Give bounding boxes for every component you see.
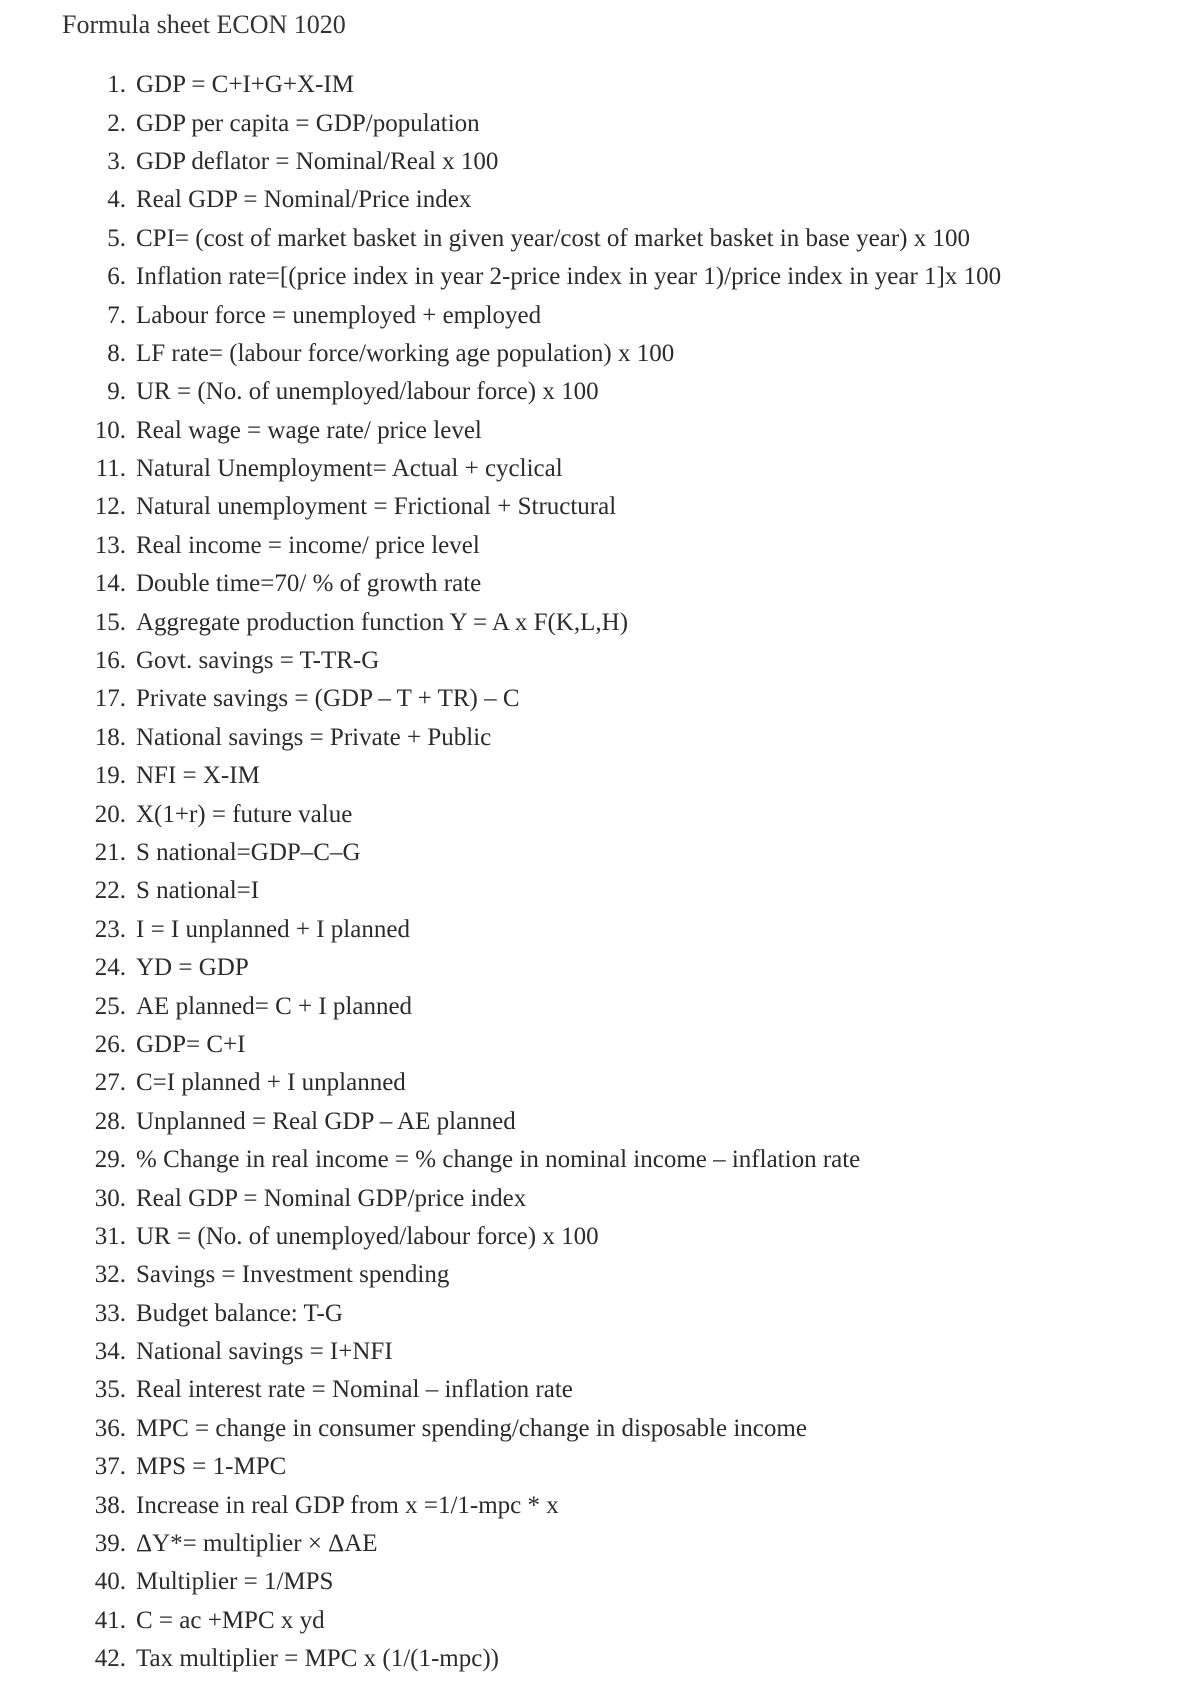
formula-item bbox=[0, 1026, 1200, 1064]
formula-item bbox=[0, 527, 1200, 565]
formula-text: Govt. savings = T-TR-G bbox=[136, 647, 380, 675]
formula-item bbox=[0, 66, 1200, 104]
formula-number: 28. bbox=[94, 1107, 126, 1135]
formula-number: 36. bbox=[94, 1414, 126, 1442]
formula-number: 27. bbox=[94, 1069, 126, 1097]
formula-item bbox=[0, 1141, 1200, 1179]
formula-number: 35. bbox=[94, 1376, 126, 1404]
formula-text: UR = (No. of unemployed/labour force) x 100 bbox=[136, 378, 599, 406]
formula-number: 25. bbox=[94, 992, 126, 1020]
formula-text: Double time=70/ % of growth rate bbox=[136, 570, 482, 598]
formula-text: YD = GDP bbox=[136, 954, 249, 982]
formula-item bbox=[0, 412, 1200, 450]
formula-text: Labour force = unemployed + employed bbox=[136, 301, 542, 329]
formula-text: GDP= C+I bbox=[136, 1030, 246, 1058]
formula-number: 22. bbox=[94, 877, 126, 905]
formula-text: Real interest rate = Nominal – inflation rate bbox=[136, 1376, 573, 1404]
formula-text: Natural Unemployment= Actual + cyclical bbox=[136, 455, 563, 483]
formula-text: UR = (No. of unemployed/labour force) x 100 bbox=[136, 1222, 599, 1250]
formula-number: 5. bbox=[107, 224, 126, 252]
formula-item bbox=[0, 1525, 1200, 1563]
formula-number: 15. bbox=[94, 608, 126, 636]
formula-number: 19. bbox=[94, 762, 126, 790]
formula-item bbox=[0, 719, 1200, 757]
formula-text: GDP = C+I+G+X-IM bbox=[136, 71, 354, 99]
formula-number: 10. bbox=[94, 416, 126, 444]
formula-item bbox=[0, 104, 1200, 142]
formula-text: MPC = change in consumer spending/change in disposable income bbox=[136, 1414, 807, 1442]
formula-item bbox=[0, 1486, 1200, 1524]
formula-text: CPI= (cost of market basket in given year/cost of market basket in base year) x 100 bbox=[136, 224, 970, 252]
formula-number: 39. bbox=[94, 1530, 126, 1558]
formula-text: Inflation rate=[(price index in year 2-price index in year 1)/price index in year 1]x 100 bbox=[136, 263, 1002, 291]
formula-item bbox=[0, 987, 1200, 1025]
formula-item bbox=[0, 603, 1200, 641]
formula-number: 40. bbox=[94, 1568, 126, 1596]
formula-item bbox=[0, 220, 1200, 258]
formula-item bbox=[0, 680, 1200, 718]
formula-item bbox=[0, 1064, 1200, 1102]
formula-number: 30. bbox=[94, 1184, 126, 1212]
formula-number: 38. bbox=[94, 1491, 126, 1519]
formula-item bbox=[0, 1103, 1200, 1141]
formula-text: ΔY*= multiplier × ΔAE bbox=[136, 1530, 378, 1558]
formula-number: 26. bbox=[94, 1030, 126, 1058]
formula-item bbox=[0, 143, 1200, 181]
formula-item bbox=[0, 488, 1200, 526]
formula-item bbox=[0, 1563, 1200, 1601]
formula-item bbox=[0, 1410, 1200, 1448]
formula-text: X(1+r) = future value bbox=[136, 800, 353, 828]
formula-number: 11. bbox=[95, 455, 126, 483]
formula-item bbox=[0, 1179, 1200, 1217]
formula-text: S national=I bbox=[136, 877, 260, 905]
formula-number: 20. bbox=[94, 800, 126, 828]
formula-item bbox=[0, 1295, 1200, 1333]
formula-number: 32. bbox=[94, 1261, 126, 1289]
formula-text: Real wage = wage rate/ price level bbox=[136, 416, 482, 444]
formula-text: I = I unplanned + I planned bbox=[136, 915, 410, 943]
formula-item bbox=[0, 757, 1200, 795]
formula-item bbox=[0, 258, 1200, 296]
formula-text: Natural unemployment = Frictional + Structural bbox=[136, 493, 617, 521]
formula-number: 42. bbox=[94, 1645, 126, 1673]
formula-number: 2. bbox=[107, 109, 126, 137]
formula-number: 33. bbox=[94, 1299, 126, 1327]
formula-item bbox=[0, 450, 1200, 488]
formula-text: GDP per capita = GDP/population bbox=[136, 109, 480, 137]
formula-number: 18. bbox=[94, 723, 126, 751]
formula-number: 29. bbox=[94, 1146, 126, 1174]
formula-text: NFI = X-IM bbox=[136, 762, 260, 790]
formula-text: S national=GDP–C–G bbox=[136, 839, 361, 866]
formula-text: AE planned= C + I planned bbox=[136, 992, 413, 1020]
formula-text: MPS = 1-MPC bbox=[136, 1453, 287, 1481]
formula-item bbox=[0, 181, 1200, 219]
formula-number: 41. bbox=[94, 1606, 126, 1634]
formula-item bbox=[0, 335, 1200, 373]
formula-item bbox=[0, 1256, 1200, 1294]
formula-number: 13. bbox=[94, 531, 126, 559]
formula-item bbox=[0, 373, 1200, 411]
formula-number: 21. bbox=[94, 839, 126, 866]
formula-text: GDP deflator = Nominal/Real x 100 bbox=[136, 147, 499, 175]
formula-text: Real GDP = Nominal GDP/price index bbox=[136, 1184, 527, 1212]
formula-text: LF rate= (labour force/working age population) x 100 bbox=[136, 339, 675, 367]
formula-number: 17. bbox=[94, 685, 126, 713]
formula-text: National savings = Private + Public bbox=[136, 723, 492, 751]
formula-number: 6. bbox=[107, 263, 126, 291]
formula-number: 7. bbox=[107, 301, 126, 329]
formula-item bbox=[0, 296, 1200, 334]
formula-text: Aggregate production function Y = A x F(K,L,H) bbox=[136, 608, 629, 636]
formula-text: Real GDP = Nominal/Price index bbox=[136, 186, 472, 214]
formula-item bbox=[0, 872, 1200, 910]
formula-number: 34. bbox=[94, 1338, 126, 1366]
formula-item bbox=[0, 1333, 1200, 1371]
formula-item bbox=[0, 1602, 1200, 1640]
formula-number: 16. bbox=[94, 647, 126, 675]
formula-number: 31. bbox=[94, 1222, 126, 1250]
formula-number: 1. bbox=[107, 71, 126, 99]
formula-list bbox=[0, 66, 1200, 1678]
formula-number: 24. bbox=[94, 954, 126, 982]
formula-item bbox=[0, 565, 1200, 603]
formula-text: C = ac +MPC x yd bbox=[136, 1606, 325, 1634]
formula-item bbox=[0, 1218, 1200, 1256]
formula-number: 23. bbox=[94, 915, 126, 943]
formula-item bbox=[0, 1448, 1200, 1486]
formula-number: 14. bbox=[94, 570, 126, 598]
formula-item bbox=[0, 642, 1200, 680]
formula-number: 4. bbox=[107, 186, 126, 214]
formula-text: Increase in real GDP from x =1/1-mpc * x bbox=[136, 1491, 559, 1519]
formula-number: 8. bbox=[107, 339, 126, 367]
formula-item bbox=[0, 911, 1200, 949]
formula-text: Savings = Investment spending bbox=[136, 1261, 450, 1289]
formula-item bbox=[0, 949, 1200, 987]
formula-text: National savings = I+NFI bbox=[136, 1338, 393, 1366]
formula-number: 37. bbox=[94, 1453, 126, 1481]
formula-text: Real income = income/ price level bbox=[136, 531, 480, 559]
formula-text: Budget balance: T-G bbox=[136, 1299, 343, 1327]
formula-text: Multiplier = 1/MPS bbox=[136, 1568, 334, 1596]
formula-item bbox=[0, 1640, 1200, 1678]
formula-number: 9. bbox=[107, 378, 126, 406]
formula-item bbox=[0, 1371, 1200, 1409]
formula-number: 3. bbox=[107, 147, 126, 175]
formula-text: Unplanned = Real GDP – AE planned bbox=[136, 1107, 516, 1135]
formula-text: Private savings = (GDP – T + TR) – C bbox=[136, 685, 520, 713]
formula-item bbox=[0, 834, 1200, 872]
formula-text: % Change in real income = % change in nominal income – inflation rate bbox=[136, 1146, 861, 1174]
formula-item bbox=[0, 795, 1200, 833]
formula-text: C=I planned + I unplanned bbox=[136, 1069, 406, 1097]
formula-number: 12. bbox=[94, 493, 126, 521]
formula-text: Tax multiplier = MPC x (1/(1-mpc)) bbox=[136, 1645, 499, 1673]
page-title: Formula sheet ECON 1020 bbox=[62, 10, 346, 39]
